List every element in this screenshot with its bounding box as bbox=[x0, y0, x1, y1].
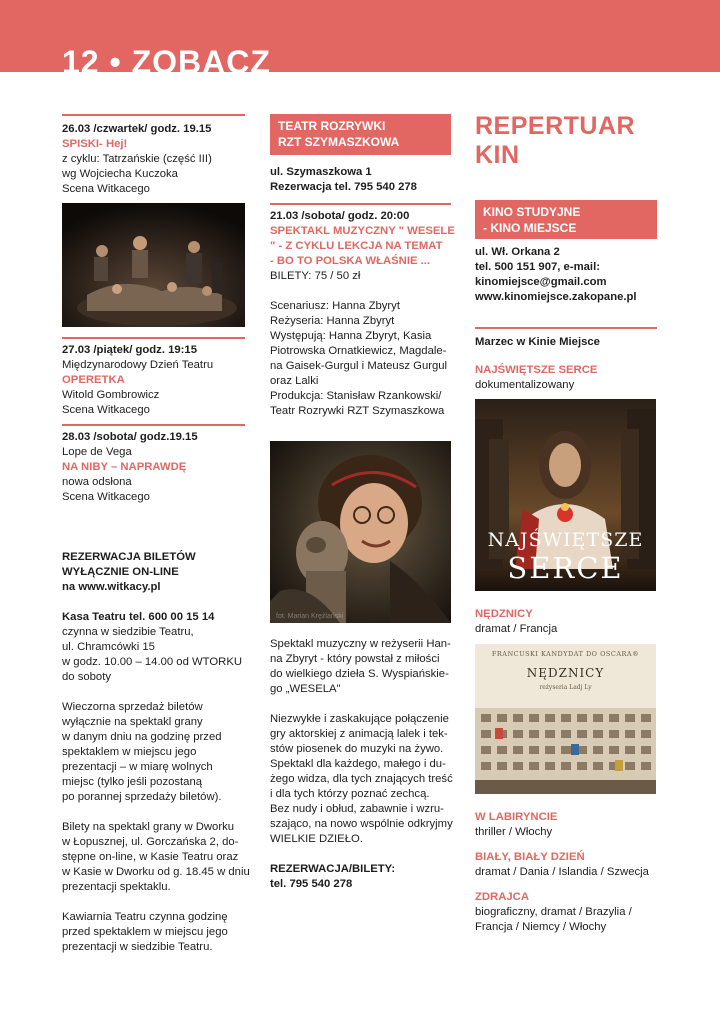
paragraph-line: wyłącznie na spektakl grany bbox=[62, 716, 203, 728]
event-title: - BO TO POLSKA WŁAŚNIE ... bbox=[270, 255, 431, 267]
box-office-line: czynna w siedzibie Teatru, bbox=[62, 626, 194, 638]
credit-line: oraz Lalki bbox=[270, 375, 319, 387]
cinema-website-link[interactable]: www.kinomiejsce.zakopane.pl bbox=[475, 291, 637, 303]
cinema-column bbox=[475, 112, 657, 935]
event-line: Lope de Vega bbox=[62, 446, 132, 458]
credit-line: Piotrowska Ornatkiewicz, Magdale- bbox=[270, 345, 447, 357]
najswietsze-serce-poster bbox=[475, 399, 656, 591]
stage-scene-image bbox=[62, 203, 245, 327]
event-title: SPEKTAKL MUZYCZNY " WESELE bbox=[270, 225, 455, 237]
film-genre: dramat / Francja bbox=[475, 623, 558, 635]
description-line: na Zbyryt - który powstał z miłości bbox=[270, 653, 440, 665]
paragraph-line: prezentacji spektaklu. bbox=[62, 881, 171, 893]
paragraph-line: przed spektaklem w miejscu jego bbox=[62, 926, 228, 938]
film-genre: dokumentalizowany bbox=[475, 379, 575, 391]
actress-with-puppet-image bbox=[270, 441, 451, 623]
event-title: OPERETKA bbox=[62, 374, 125, 386]
event-line: nowa odsłona bbox=[62, 476, 132, 488]
description-line: szająco, na nowo wspólnie odkryjmy bbox=[270, 818, 453, 830]
event-line: Scena Witkacego bbox=[62, 404, 150, 416]
event-line: Międzynarodowy Dzień Teatru bbox=[62, 359, 214, 371]
event-title: NA NIBY – NAPRAWDĘ bbox=[62, 461, 187, 473]
cinema-phone-email: tel. 500 151 907, e-mail: bbox=[475, 261, 600, 273]
film-title: BIAŁY, BIAŁY DZIEŃ bbox=[475, 851, 585, 863]
page-header: 12 • ZOBACZ bbox=[62, 44, 271, 72]
description-line: stów piosenek do muzyki na żywo. bbox=[270, 743, 444, 755]
description-line: do wielkiego dzieła S. Wyspiańskie- bbox=[270, 668, 449, 680]
credit-line: Reżyseria: Hanna Zbyryt bbox=[270, 315, 395, 327]
paragraph-line: prezentacji – w miarę wolnych bbox=[62, 761, 213, 773]
film-genre: biograficzny, dramat / Brazylia / bbox=[475, 906, 632, 918]
title-line: KIN bbox=[475, 141, 520, 169]
reservation-link[interactable]: na www.witkacy.pl bbox=[62, 581, 161, 593]
rzt-column bbox=[270, 114, 455, 892]
paragraph-line: w Łopusznej, ul. Gorczańska 2, do- bbox=[62, 836, 239, 848]
event-date: 21.03 /sobota/ godz. 20:00 bbox=[270, 210, 410, 222]
paragraph-line: stępne on-line, w Kasie Teatru oraz bbox=[62, 851, 239, 863]
poster-director: reżyseria Ladj Ly bbox=[539, 684, 592, 691]
theatre-column bbox=[62, 114, 250, 955]
theatre-reservation-phone: Rezerwacja tel. 795 540 278 bbox=[270, 181, 417, 193]
month-heading: Marzec w Kinie Miejsce bbox=[475, 336, 600, 348]
film-title: NAJŚWIĘTSZE SERCE bbox=[475, 364, 598, 376]
poster-title-line: NAJŚWIĘTSZE bbox=[487, 529, 644, 551]
paragraph-line: spektaklem w miejscu jego bbox=[62, 746, 197, 758]
title-line: REPERTUAR bbox=[475, 112, 636, 140]
cafe-paragraph bbox=[62, 910, 245, 955]
description-line: go „WESELA" bbox=[270, 683, 341, 695]
event-line: Witold Gombrowicz bbox=[62, 389, 160, 401]
cinema-name-banner bbox=[475, 200, 657, 239]
credit-line: Występują: Hanna Zbyryt, Kasia bbox=[270, 330, 432, 342]
event-line: z cyklu: Tatrzańskie (część III) bbox=[62, 153, 212, 165]
box-office-line: ul. Chramcówki 15 bbox=[62, 641, 155, 653]
event-date: 28.03 /sobota/ godz.19.15 bbox=[62, 431, 198, 443]
description-line: WIELKIE DZIEŁO. bbox=[270, 833, 363, 845]
film-title: ZDRAJCA bbox=[475, 891, 529, 903]
reservation-heading: WYŁĄCZNIE ON-LINE bbox=[62, 566, 179, 578]
description-line: i dla tych którzy poznać zechcą. bbox=[270, 788, 430, 800]
event-line: wg Wojciecha Kuczoka bbox=[62, 168, 178, 180]
nedznicy-poster bbox=[475, 644, 656, 794]
description-intro bbox=[270, 637, 451, 697]
dworek-tickets-paragraph bbox=[62, 820, 250, 895]
cinema-email-link[interactable]: kinomiejsce@gmail.com bbox=[475, 276, 607, 288]
banner-line: - KINO MIEJSCE bbox=[483, 221, 577, 235]
paragraph-line: w Kasie w Dworku od g. 18.45 w dniu bbox=[62, 866, 250, 878]
poster-title-line: SERCE bbox=[507, 551, 624, 585]
credits bbox=[270, 299, 451, 419]
description-body bbox=[270, 712, 451, 847]
event-line: Scena Witkacego bbox=[62, 183, 150, 195]
paragraph-line: prezentacji w siedzibie Teatru. bbox=[62, 941, 213, 953]
film-title: NĘDZNICY bbox=[475, 608, 533, 620]
banner-line: RZT SZYMASZKOWA bbox=[278, 135, 400, 149]
event-line: Scena Witkacego bbox=[62, 491, 150, 503]
box-office-heading: Kasa Teatru tel. 600 00 15 14 bbox=[62, 611, 215, 623]
ticket-prices: BILETY: 75 / 50 zł bbox=[270, 270, 361, 282]
description-line: Bez nudy i obłud, zabawnie i wzru- bbox=[270, 803, 444, 815]
reservation-phone: tel. 795 540 278 bbox=[270, 878, 353, 890]
film-genre: thriller / Włochy bbox=[475, 826, 553, 838]
banner-line: KINO STUDYJNE bbox=[483, 205, 581, 219]
description-line: żego widza, dla tych znających treść bbox=[270, 773, 453, 785]
theatre-address: ul. Szymaszkowa 1 bbox=[270, 166, 372, 178]
paragraph-line: Bilety na spektakl grany w Dworku bbox=[62, 821, 235, 833]
evening-sales-paragraph bbox=[62, 700, 245, 805]
credit-line: Scenariusz: Hanna Zbyryt bbox=[270, 300, 400, 312]
photo-credit: fot. Marian Krężlański bbox=[276, 613, 344, 620]
header-bar bbox=[0, 0, 720, 72]
description-line: gry aktorskiej z animacją lalek i tek- bbox=[270, 728, 448, 740]
banner-line: TEATR ROZRYWKI bbox=[278, 119, 386, 133]
paragraph-line: Kawiarnia Teatru czynna godzinę bbox=[62, 911, 228, 923]
event-title: " - Z CYKLU LEKCJA NA TEMAT bbox=[270, 240, 443, 252]
spiski-photo bbox=[62, 203, 245, 327]
paragraph-line: po porannej sprzedaży biletów). bbox=[62, 791, 222, 803]
event-date: 27.03 /piątek/ godz. 19:15 bbox=[62, 344, 197, 356]
credit-line: na Gaisek-Gurgul i Mateusz Gurgul bbox=[270, 360, 448, 372]
paragraph-line: miejsc (tylko jeśli pozostaną bbox=[62, 776, 203, 788]
paragraph-line: w danym dniu na godzinę przed bbox=[62, 731, 222, 743]
reservation-label: REZERWACJA/BILETY: bbox=[270, 863, 396, 875]
poster-title: NĘDZNICY bbox=[526, 666, 605, 680]
wesele-photo bbox=[270, 441, 451, 623]
film-genre: dramat / Dania / Islandia / Szwecja bbox=[475, 866, 649, 878]
paragraph-line: Wieczorna sprzedaż biletów bbox=[62, 701, 203, 713]
description-line: Spektakl muzyczny w reżyserii Han- bbox=[270, 638, 451, 650]
credit-line: Teatr Rozrywki RZT Szymaszkowa bbox=[270, 405, 445, 417]
cinema-address: ul. Wł. Orkana 2 bbox=[475, 246, 560, 258]
description-line: Spektakl dla każdego, małego i du- bbox=[270, 758, 446, 770]
box-office-line: do soboty bbox=[62, 671, 111, 683]
cinema-repertoire-title bbox=[475, 112, 657, 170]
poster-tagline: FRANCUSKI KANDYDAT DO OSCARA® bbox=[491, 650, 640, 658]
box-office-line: w godz. 10.00 – 14.00 od WTORKU bbox=[62, 656, 243, 668]
event-date: 26.03 /czwartek/ godz. 19.15 bbox=[62, 123, 212, 135]
description-line: Niezwykłe i zaskakujące połączenie bbox=[270, 713, 449, 725]
credit-line: Produkcja: Stanisław Rzankowski/ bbox=[270, 390, 442, 402]
film-title: W LABIRYNCIE bbox=[475, 811, 558, 823]
reservation-heading: REZERWACJA BILETÓW bbox=[62, 551, 196, 563]
event-title: SPISKI- Hej! bbox=[62, 138, 128, 150]
film-genre: Francja / Niemcy / Włochy bbox=[475, 921, 607, 933]
theatre-name-banner bbox=[270, 114, 451, 155]
